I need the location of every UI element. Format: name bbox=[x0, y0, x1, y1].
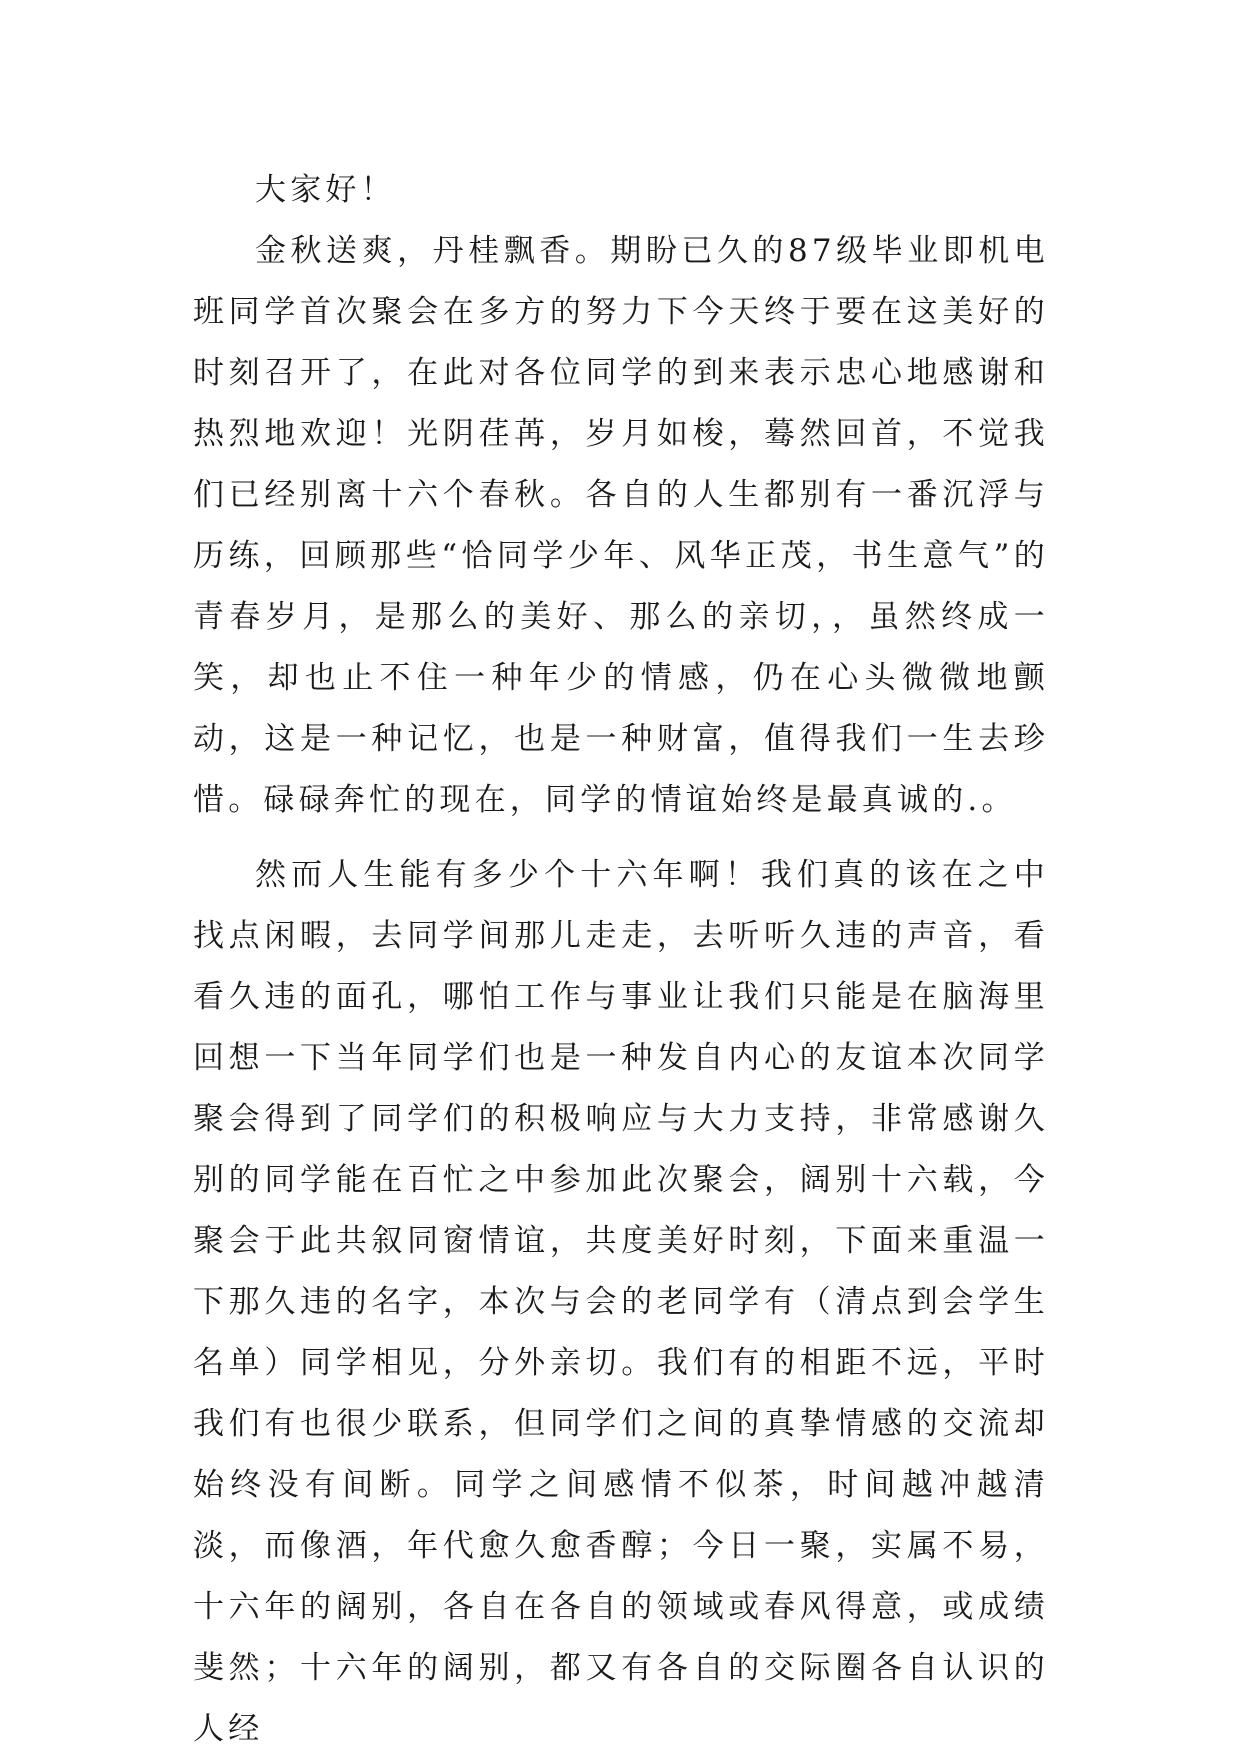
paragraph-1: 金秋送爽，丹桂飘香。期盼已久的87级毕业即机电班同学首次聚会在多方的努力下今天终于要在这美好的时刻召开了，在此对各位同学的到来表示忠心地感谢和热烈地欢迎！光阴荏苒，岁月如梭，蓦然回首，不觉我们已经别离十六个春秋。各自的人生都别有一番沉浮与历练，回顾那些“恰同学少年、风华正茂，书生意气”的青春岁月，是那么的美好、那么的亲切，，虽然终成一笑，却也止不住一种年少的情感，仍在心头微微地颤动，这是一种记忆，也是一种财富，值得我们一生去珍惜。碌碌奔忙的现在，同学的情谊始终是最真诚的.。 bbox=[193, 233, 1049, 818]
greeting: 大家好！ bbox=[255, 172, 396, 208]
paragraph-2: 然而人生能有多少个十六年啊！我们真的该在之中找点闲暇，去同学间那儿走走，去听听久违的声音，看看久违的面孔，哪怕工作与事业让我们只能是在脑海里回想一下当年同学们也是一种发自内心的友谊本次同学聚会得到了同学们的积极响应与大力支持，非常感谢久别的同学能在百忙之中参加此次聚会，阔别十六载，今聚会于此共叙同窗情谊，共度美好时刻，下面来重温一下那久违的名字，本次与会的老同学有（清点到会学生名单）同学相见，分外亲切。我们有的相距不远，平时我们有也很少联系，但同学们之间的真挚情感的交流却始终没有间断。同学之间感情不似茶，时间越冲越清淡，而像酒，年代愈久愈香醇；今日一聚，实属不易，十六年的阔别，各自在各自的领域或春风得意，或成绩斐然；十六年的阔别，都又有各自的交际圈各自认识的人经 bbox=[193, 857, 1049, 1747]
document-body bbox=[193, 160, 1049, 1760]
